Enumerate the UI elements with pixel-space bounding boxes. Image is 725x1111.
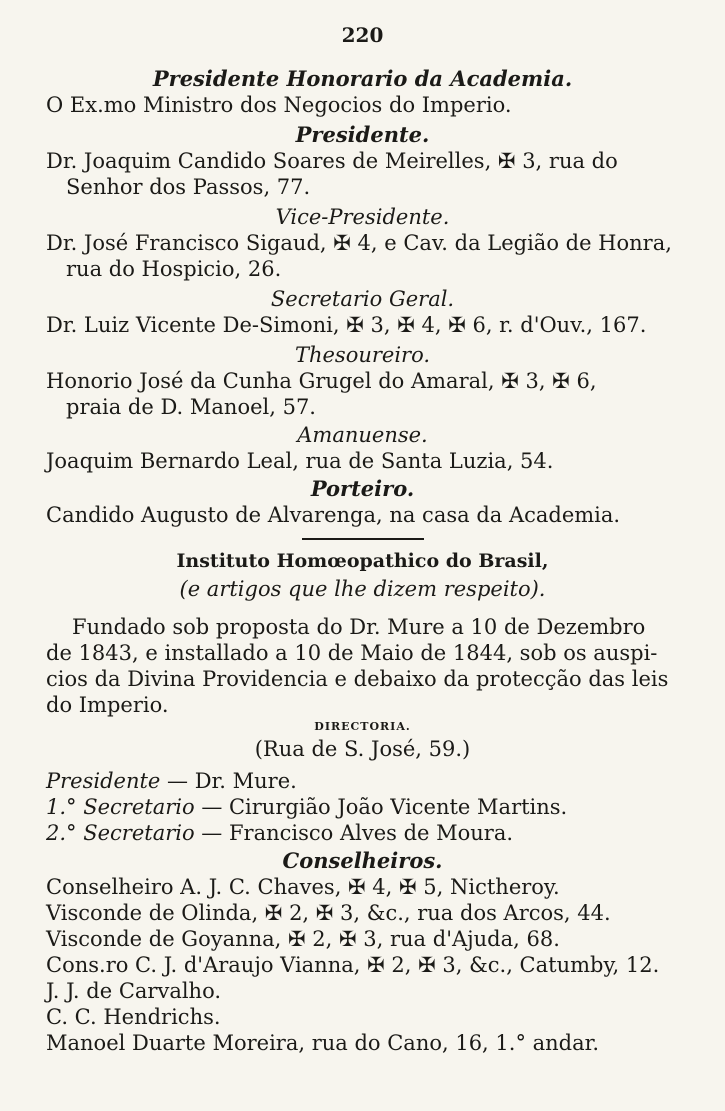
- foundation-paragraph-line-1: Fundado sob proposta do Dr. Mure a 10 de Dezembro: [72, 615, 646, 639]
- directory-secretary-2-name: — Francisco Alves de Moura.: [194, 821, 514, 845]
- amanuense-heading: Amanuense.: [297, 423, 428, 447]
- directory-president-name: — Dr. Mure.: [160, 769, 297, 793]
- institute-title: Instituto Homœopathico do Brasil,: [176, 550, 549, 572]
- porter-heading: Porteiro.: [310, 476, 415, 501]
- foundation-paragraph-line-2: de 1843, e installado a 10 de Maio de 1844, sob os auspi-: [46, 641, 658, 665]
- directory-secretary-1: [46, 794, 567, 820]
- directory-secretary-1-label: 1.° Secretario: [46, 795, 195, 819]
- honorary-president-heading: Presidente Honorario da Academia.: [152, 66, 573, 91]
- porter-line: Candido Augusto de Alvarenga, na casa da Academia.: [46, 503, 621, 527]
- councillor-item: Conselheiro A. J. C. Chaves, ✠ 4, ✠ 5, Nictheroy.: [46, 875, 560, 899]
- directory-heading: DIRECTORIA.: [314, 720, 411, 733]
- councillor-item: C. C. Hendrichs.: [46, 1005, 221, 1029]
- treasurer-line-2: praia de D. Manoel, 57.: [66, 395, 316, 419]
- page-number: 220: [341, 23, 384, 47]
- vice-president-line-1: Dr. José Francisco Sigaud, ✠ 4, e Cav. da Legião de Honra,: [46, 231, 672, 255]
- treasurer-heading: Thesoureiro.: [294, 343, 431, 367]
- directory-address: (Rua de S. José, 59.): [254, 737, 471, 761]
- directory-president-label: Presidente: [46, 769, 161, 793]
- councillor-item: Manoel Duarte Moreira, rua do Cano, 16, 1.° andar.: [46, 1031, 600, 1055]
- president-line-2: Senhor dos Passos, 77.: [66, 175, 311, 199]
- directory-secretary-2: [46, 820, 513, 846]
- amanuense-line: Joaquim Bernardo Leal, rua de Santa Luzia, 54.: [46, 449, 554, 473]
- directory-secretary-2-label: 2.° Secretario: [46, 821, 195, 845]
- vice-president-heading: Vice-Presidente.: [275, 205, 450, 229]
- vice-president-line-2: rua do Hospicio, 26.: [66, 257, 282, 281]
- directory-president: [46, 768, 297, 794]
- secretary-line: Dr. Luiz Vicente De-Simoni, ✠ 3, ✠ 4, ✠ 6, r. d'Ouv., 167.: [46, 313, 647, 337]
- foundation-paragraph-line-3: cios da Divina Providencia e debaixo da protecção das leis: [46, 667, 669, 691]
- honorary-president-text: O Ex.mo Ministro dos Negocios do Imperio.: [46, 93, 512, 117]
- foundation-paragraph-line-4: do Imperio.: [46, 693, 169, 717]
- directory-secretary-1-name: — Cirurgião João Vicente Martins.: [201, 795, 568, 819]
- president-line-1: Dr. Joaquim Candido Soares de Meirelles, ✠ 3, rua do: [46, 149, 618, 173]
- institute-subtitle: (e artigos que lhe dizem respeito).: [179, 577, 546, 601]
- councillor-item: Cons.ro C. J. d'Araujo Vianna, ✠ 2, ✠ 3, &c., Catumby, 12.: [46, 953, 660, 977]
- councillor-item: Visconde de Olinda, ✠ 2, ✠ 3, &c., rua dos Arcos, 44.: [46, 901, 611, 925]
- councillor-item: Visconde de Goyanna, ✠ 2, ✠ 3, rua d'Ajuda, 68.: [46, 927, 560, 951]
- section-divider: [302, 538, 424, 540]
- councillors-heading: Conselheiros.: [282, 848, 443, 873]
- councillor-item: J. J. de Carvalho.: [46, 979, 222, 1003]
- treasurer-line-1: Honorio José da Cunha Grugel do Amaral, ✠ 3, ✠ 6,: [46, 369, 597, 393]
- secretary-heading: Secretario Geral.: [270, 287, 455, 311]
- president-heading: Presidente.: [295, 122, 430, 147]
